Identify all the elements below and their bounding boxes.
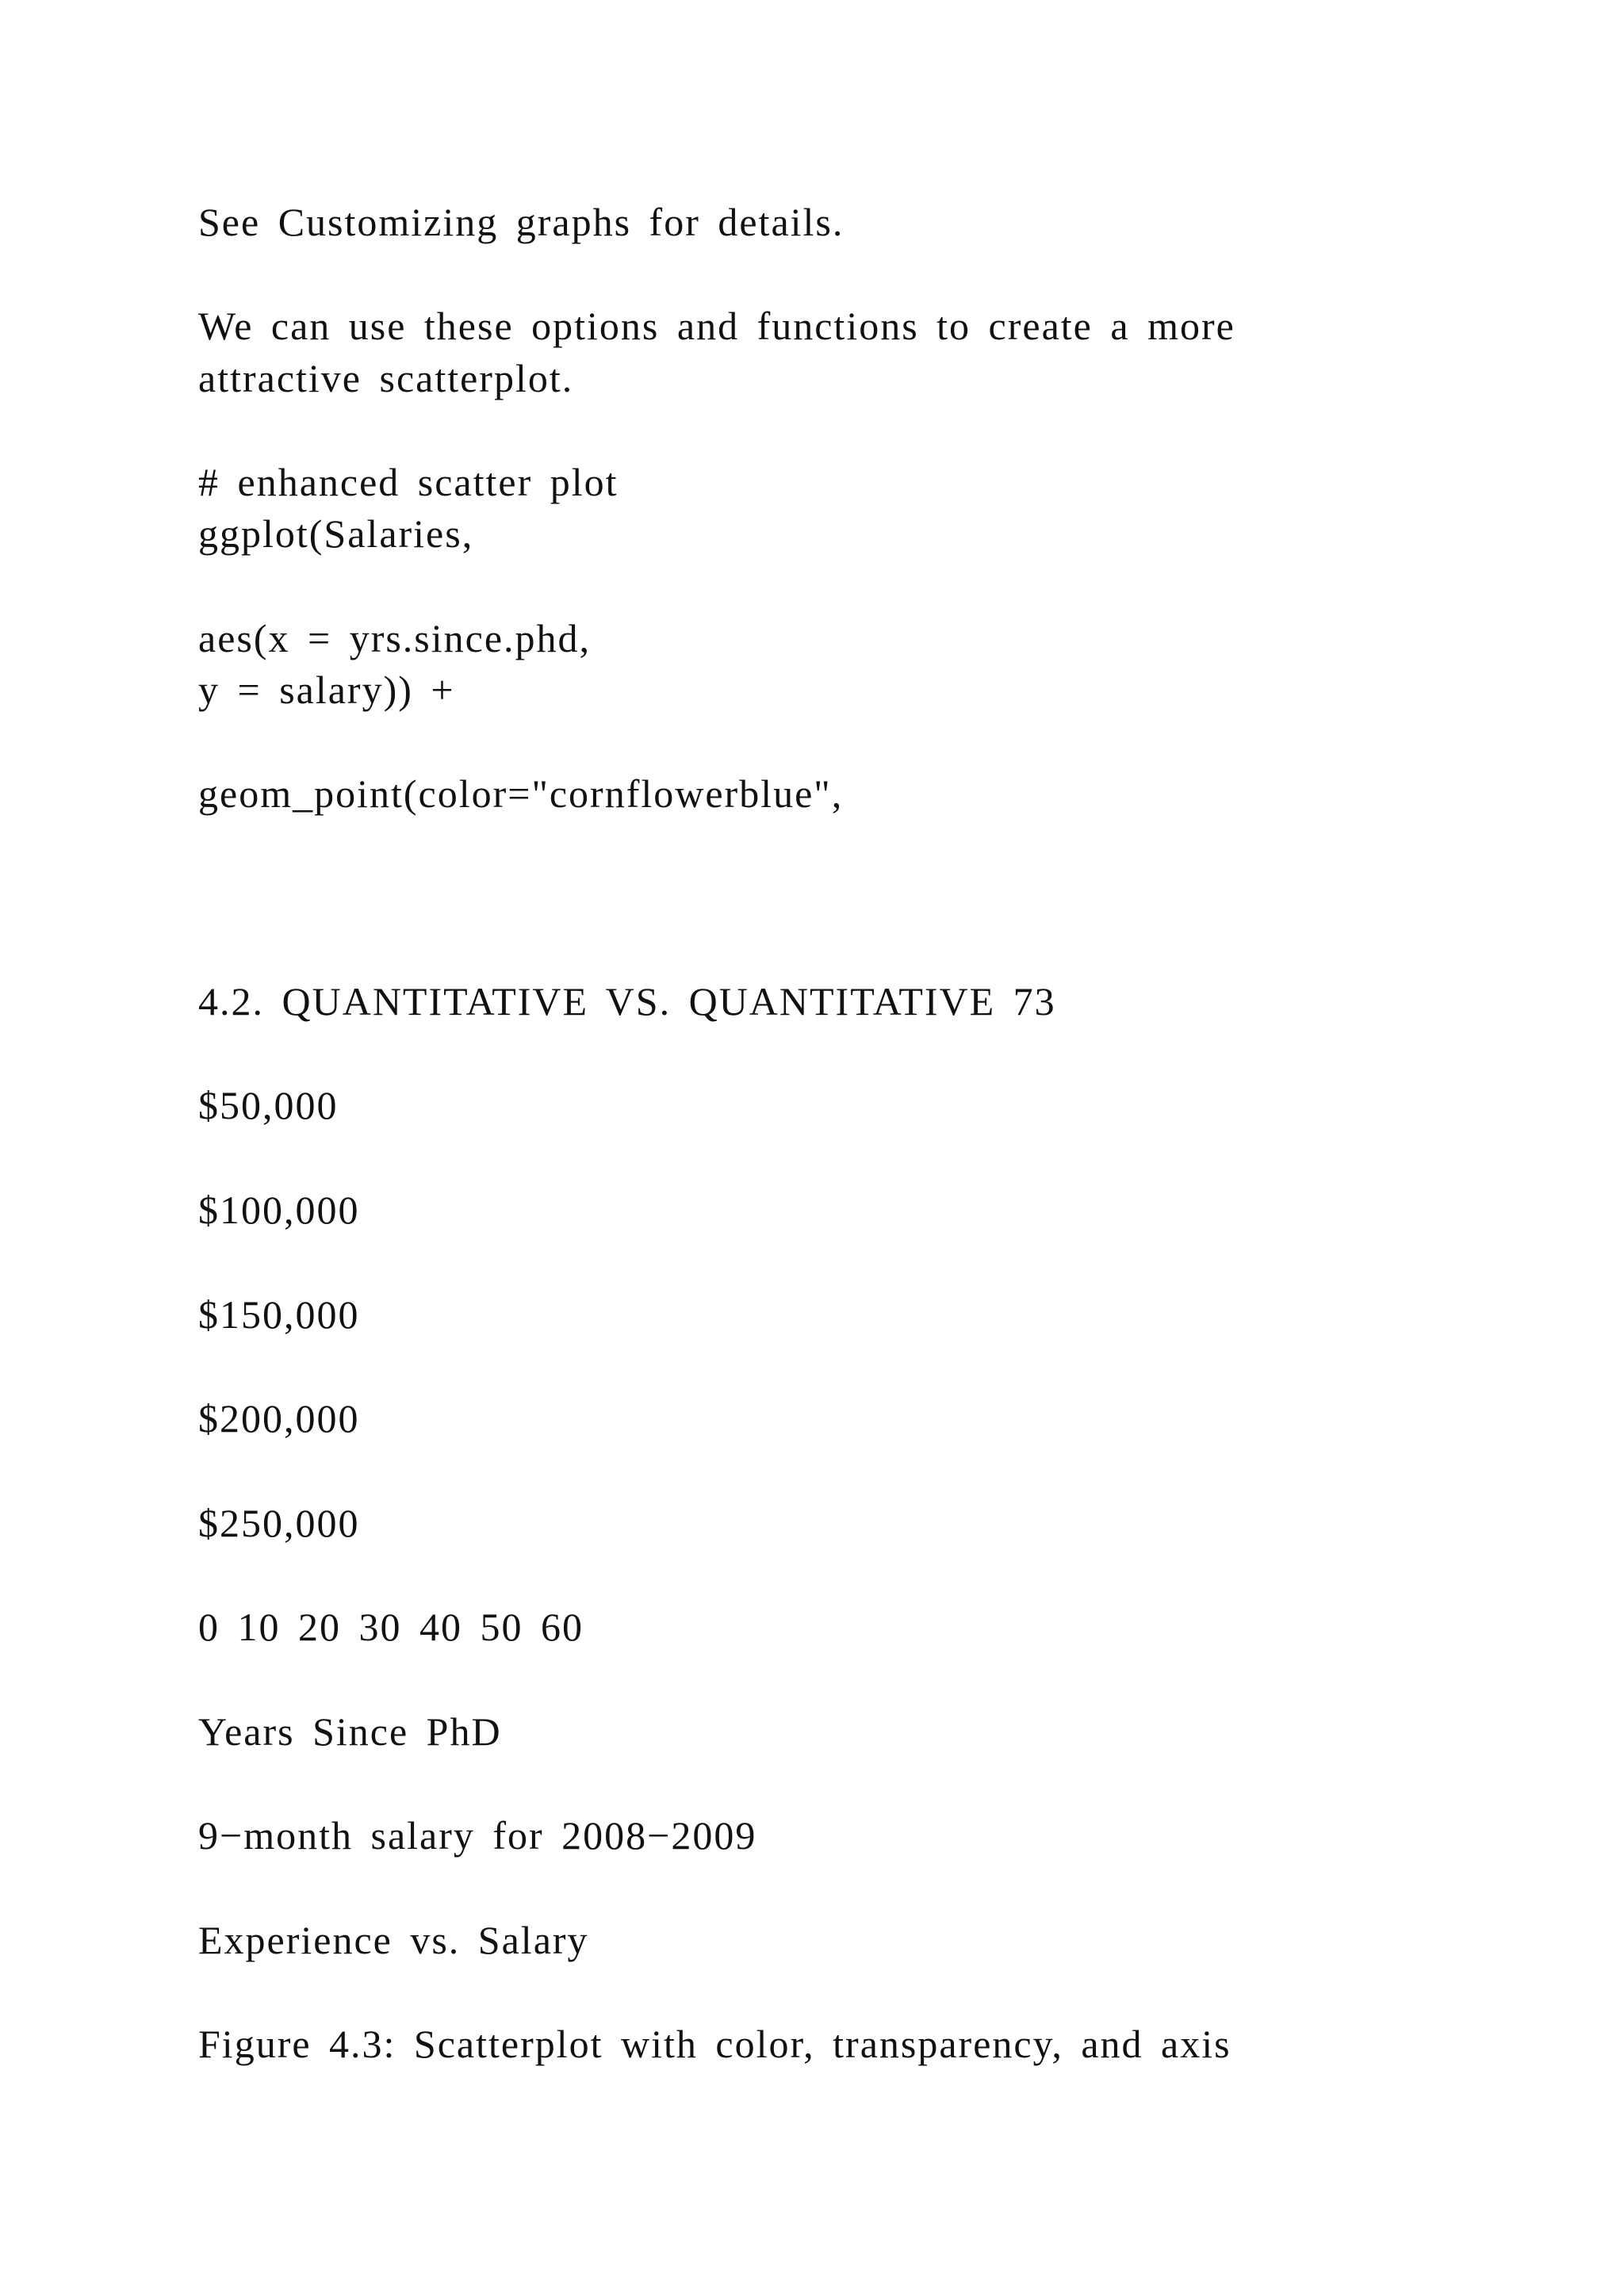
code-line-aes-x: aes(x = yrs.since.phd, [198, 616, 592, 660]
text-line-customizing-graphs: See Customizing graphs for details. [198, 200, 845, 244]
code-line-ggplot: ggplot(Salaries, [198, 511, 474, 556]
figure-caption: Figure 4.3: Scatterplot with color, transparency, and axis [198, 2022, 1231, 2066]
code-line-aes-y: y = salary)) + [198, 668, 455, 712]
code-line-geom-point: geom_point(color="cornflowerblue", [198, 771, 844, 816]
axis-tick-100000: $100,000 [198, 1188, 360, 1232]
axis-tick-250000: $250,000 [198, 1501, 360, 1545]
text-line-options-functions: We can use these options and functions to create a more [198, 304, 1235, 348]
x-axis-label: Years Since PhD [198, 1709, 502, 1754]
running-header: 4.2. QUANTITATIVE VS. QUANTITATIVE 73 [198, 979, 1056, 1024]
x-axis-ticks: 0 10 20 30 40 50 60 [198, 1605, 584, 1649]
chart-title: Experience vs. Salary [198, 1918, 589, 1962]
code-comment-enhanced-scatter-plot: # enhanced scatter plot [198, 460, 619, 504]
y-axis-label: 9−month salary for 2008−2009 [198, 1813, 757, 1858]
axis-tick-50000: $50,000 [198, 1083, 339, 1127]
axis-tick-150000: $150,000 [198, 1292, 360, 1337]
text-line-attractive-scatterplot: attractive scatterplot. [198, 356, 574, 400]
axis-tick-200000: $200,000 [198, 1396, 360, 1441]
